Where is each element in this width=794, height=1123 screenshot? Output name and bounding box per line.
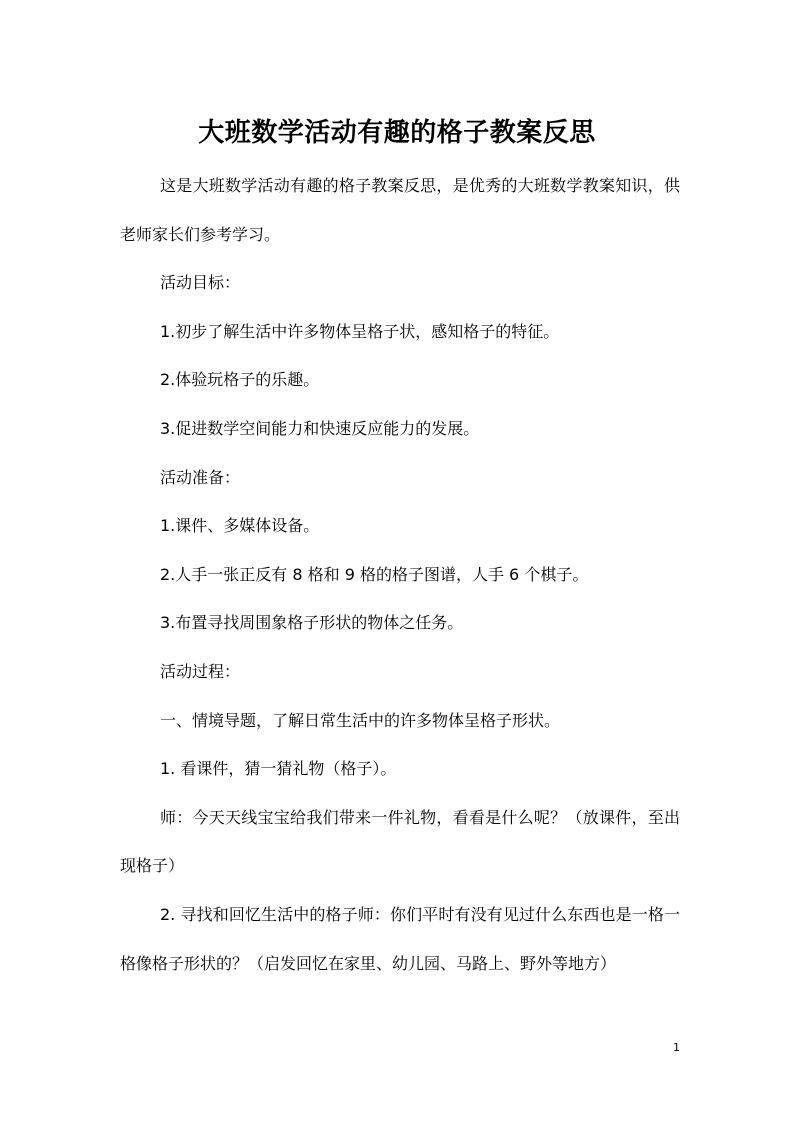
preparation-item: 2.人手一张正反有 8 格和 9 格的格子图谱，人手 6 个棋子。 bbox=[160, 564, 589, 584]
preparation-item: 1.课件、多媒体设备。 bbox=[160, 516, 320, 536]
intro-paragraph: 这是大班数学活动有趣的格子教案反思，是优秀的大班数学教案知识，供老师家长们参考学习。 bbox=[120, 176, 680, 244]
goal-item: 1.初步了解生活中许多物体呈格子状，感知格子的特征。 bbox=[160, 321, 560, 341]
section-heading-goals: 活动目标： bbox=[160, 273, 241, 293]
document-body bbox=[120, 162, 680, 988]
preparation-item: 3.布置寻找周围象格子形状的物体之任务。 bbox=[160, 613, 464, 633]
process-paragraph: 2. 寻找和回忆生活中的格子师：你们平时有没有见过什么东西也是一格一格像格子形状的？（启发回忆在家里、幼儿园、马路上、野外等地方） bbox=[120, 904, 680, 973]
page-number: 1 bbox=[673, 1041, 680, 1054]
process-step: 1. 看课件，猜一猜礼物（格子）。 bbox=[160, 759, 397, 779]
goal-item: 3.促进数学空间能力和快速反应能力的发展。 bbox=[160, 418, 480, 438]
section-heading-process: 活动过程： bbox=[160, 661, 241, 681]
process-paragraph: 师：今天天线宝宝给我们带来一件礼物，看看是什么呢？（放课件，至出现格子） bbox=[120, 807, 680, 876]
process-step: 一、情境导题，了解日常生活中的许多物体呈格子形状。 bbox=[160, 710, 561, 730]
goal-item: 2.体验玩格子的乐趣。 bbox=[160, 370, 320, 390]
section-heading-preparation: 活动准备： bbox=[160, 467, 241, 487]
page-title: 大班数学活动有趣的格子教案反思 bbox=[198, 118, 596, 149]
